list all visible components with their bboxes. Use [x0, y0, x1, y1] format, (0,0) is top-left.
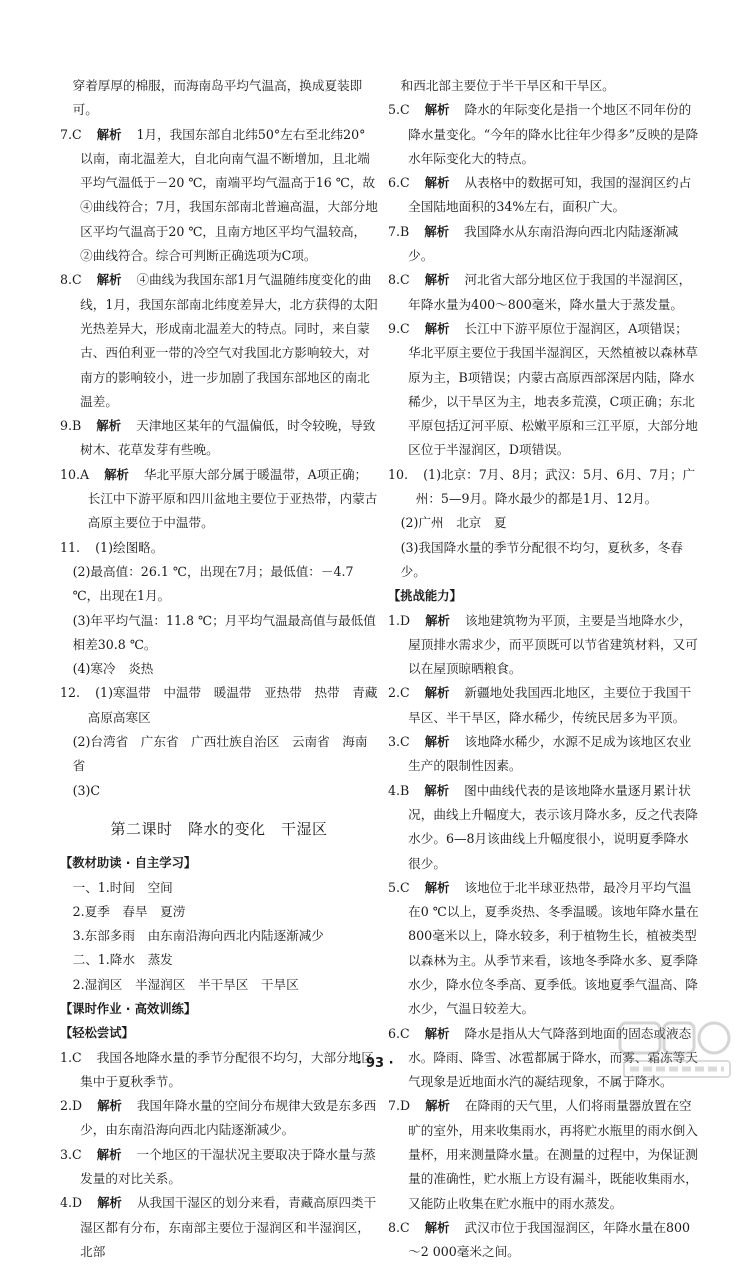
- analysis-label: 解析: [96, 273, 122, 288]
- answer-line: [60, 730, 378, 779]
- answer-text: (3)C: [72, 782, 101, 798]
- answer-text: 从表格中的数据可知，我国的湿润区约占全国陆地面积的34%左右，面积广大。: [408, 175, 692, 215]
- analysis-label: 解析: [424, 735, 450, 750]
- question-number: 8.C: [60, 272, 82, 288]
- answer-text: 该地降水稀少，水源不足成为该地区农业生产的限制性因素。: [408, 734, 692, 774]
- question-number: 9.C: [388, 320, 410, 336]
- question-number: 3.C: [388, 734, 410, 750]
- question-number: 8.C: [388, 272, 410, 288]
- question-number: 11.: [60, 539, 81, 555]
- answer-line: [60, 414, 378, 463]
- answer-text: 该地建筑物为平顶，主要是当地降水少，屋顶排水需求少，而平顶既可以节省建筑材料，又可以在屋顶晾晒粮食。: [408, 612, 698, 677]
- answer-text: 华北平原大部分属于暖温带，A项正确；长江中下游平原和四川盆地主要位于亚热带，内蒙古高原主要位于中温带。: [87, 466, 378, 531]
- answer-line: [388, 511, 700, 535]
- question-number: 4.B: [388, 782, 410, 798]
- answer-line: [388, 463, 700, 512]
- lesson-title: [60, 817, 378, 841]
- analysis-label: 解析: [96, 419, 121, 434]
- answer-line: [60, 74, 378, 123]
- answer-text: 3.东部多雨 由东南沿海向西北内陆逐渐减少: [72, 928, 324, 944]
- answer-line: [60, 973, 378, 997]
- answer-text: 【挑战能力】: [388, 589, 462, 604]
- left-column: [60, 74, 378, 1264]
- answer-line: [60, 560, 378, 609]
- section-heading: [60, 1021, 378, 1045]
- answer-text: 长江中下游平原位于湿润区，A项错误；华北平原主要位于我国半湿润区，天然植被以森林草原为主，B项错误；内蒙古高原西部深居内陆，降水稀少，以干旱区为主，地表多荒漠，C项正确；东北平原包括辽河平原、松嫩平原和三江平原，大部分地区位于半湿润区，D项错误。: [408, 320, 698, 458]
- answer-text: 从我国干湿区的划分来看，青藏高原四类干湿区都有分布，东南部主要位于湿润区和半湿润区，北部: [80, 1195, 377, 1259]
- question-number: 2.C: [388, 685, 410, 701]
- answer-text: 【轻松尝试】: [60, 1026, 134, 1041]
- section-heading: [60, 851, 378, 875]
- answer-text: (1)北京：7月、8月；武汉：5月、6月、7月；广州：5—9月。降水最少的都是1月、12月。: [415, 466, 696, 507]
- section-heading: [60, 997, 378, 1021]
- answer-text: 我国降水从东南沿海向西北内陆逐渐减少。: [408, 223, 679, 264]
- question-number: 12.: [60, 685, 81, 701]
- answer-line: [388, 220, 700, 269]
- analysis-label: 解析: [104, 467, 129, 482]
- answer-line: [388, 268, 700, 317]
- analysis-label: 解析: [424, 880, 450, 895]
- analysis-label: 解析: [424, 783, 449, 798]
- question-number: 2.D: [60, 1098, 83, 1114]
- answer-text: 该地位于北半球亚热带，最冷月平均气温在0 ℃以上，夏季炎热、冬季温暖。该地年降水量在800毫米以上，降水较多，利于植物生长，植被类型以森林为主。从季节来看，该地冬季降水多、夏季降水少，降水位冬季高、夏季低。该地夏季气温高、降水少，气温日较差大。: [408, 879, 699, 1017]
- answer-text: 降水是指从大气降落到地面的固态或液态水。降雨、降雪、冰雹都属于降水，而雾、霜冻等天气现象是近地面水汽的凝结现象，不属于降水。: [408, 1025, 698, 1090]
- question-number: 9.B: [60, 418, 82, 434]
- answer-line: [60, 463, 378, 536]
- answer-line: [388, 730, 700, 779]
- answer-line: [60, 779, 378, 803]
- answer-line: [60, 948, 378, 972]
- analysis-label: 解析: [97, 1196, 122, 1211]
- answer-line: [388, 317, 700, 463]
- answer-text: 武汉市位于我国湿润区，年降水量在800～2 000毫米之间。: [408, 1219, 691, 1260]
- analysis-label: 解析: [424, 1220, 450, 1235]
- right-column: [388, 74, 700, 1265]
- answer-line: [60, 268, 378, 414]
- answer-text: 天津地区某年的气温偏低，时令较晚，导致树木、花草发芽有些晚。: [80, 418, 376, 458]
- page-number: · 93 ·: [356, 1056, 394, 1071]
- analysis-label: 解析: [424, 321, 450, 336]
- answer-text: (3)我国降水量的季节分配很不均匀，夏秋多，冬春少。: [400, 539, 683, 579]
- question-number: 1.C: [60, 1049, 82, 1065]
- answer-line: [388, 609, 700, 682]
- answer-text: (4)寒冷 炎热: [72, 661, 154, 677]
- answer-text: 【课时作业 · 高效训练】: [60, 1001, 197, 1016]
- question-number: 6.C: [388, 175, 410, 191]
- answer-line: [60, 681, 378, 730]
- answer-text: 降水的年际变化是指一个地区不同年份的降水量变化。“今年的降水比往年少得多”反映的是降水年际变化大的特点。: [408, 102, 699, 166]
- analysis-label: 解析: [424, 224, 449, 239]
- analysis-label: 解析: [97, 1099, 122, 1114]
- answer-line: [388, 74, 700, 98]
- answer-line: [388, 1094, 700, 1215]
- analysis-label: 解析: [425, 1099, 450, 1114]
- question-number: 3.C: [60, 1146, 82, 1162]
- answer-text: 1月，我国东部自北纬50°左右至北纬20°以南，南北温差大，自北向南气温不断增加，且北端平均气温低于－20 ℃，南端平均气温高于16 ℃，故④曲线符合；7月，我国东部南北普遍高温，大部分地区平均气温高于20 ℃，且南方地区平均气温较高，②曲线符合。综合可判断正确选项为C项。: [80, 126, 378, 264]
- analysis-label: 解析: [424, 103, 450, 118]
- answer-text: 图中曲线代表的是该地降水量逐月累计状况，曲线上升幅度大，表示该月降水多，反之代表降水少。6—8月该曲线上升幅度很小，说明夏季降水很少。: [408, 782, 698, 871]
- analysis-label: 解析: [424, 176, 450, 191]
- question-number: 1.D: [388, 612, 411, 628]
- answer-line: [60, 900, 378, 924]
- answer-line: [60, 876, 378, 900]
- answer-text: ④曲线为我国东部1月气温随纬度变化的曲线，1月，我国东部南北纬度差异大，北方获得的太阳光热差异大，形成南北温差大的特点。同时，来自蒙古、西伯利亚一带的冷空气对我国北方影响较大，对南方的影响较小，进一步加剧了我国东部地区的南北温差。: [80, 272, 378, 409]
- answer-text: (1)绘图略。: [95, 539, 164, 555]
- answer-text: 我国年降水量的空间分布规律大致是东多西少，由东南沿海向西北内陆逐渐减少。: [80, 1098, 377, 1138]
- analysis-label: 解析: [424, 1026, 450, 1041]
- answer-line: [60, 1191, 378, 1264]
- analysis-label: 解析: [96, 1147, 122, 1162]
- question-number: 5.C: [388, 879, 410, 895]
- answer-text: 我国各地降水量的季节分配很不均匀，大部分地区集中于夏秋季节。: [80, 1049, 374, 1089]
- answer-line: [388, 98, 700, 171]
- question-number: 8.C: [388, 1219, 410, 1235]
- question-number: 10.: [388, 466, 409, 482]
- answer-line: [60, 609, 378, 658]
- answer-text: 二、1.降水 蒸发: [72, 952, 173, 968]
- answer-line: [60, 1094, 378, 1143]
- answer-text: (1)寒温带 中温带 暖温带 亚热带 热带 青藏高原高寒区: [87, 685, 378, 725]
- answer-line: [388, 779, 700, 876]
- answer-line: [388, 876, 700, 1022]
- answer-line: [60, 657, 378, 681]
- answer-text: 2.夏季 春旱 夏涝: [72, 903, 186, 919]
- answer-text: (3)年平均气温：11.8 ℃；月平均气温最高值与最低值相差30.8 ℃。: [72, 612, 376, 652]
- answer-line: [388, 536, 700, 585]
- answer-text: 一、1.时间 空间: [72, 879, 173, 895]
- question-number: 7.C: [60, 126, 82, 142]
- answer-text: 一个地区的干湿状况主要取决于降水量与蒸发量的对比关系。: [80, 1146, 376, 1187]
- answer-text: 2.湿润区 半湿润区 半干旱区 干旱区: [72, 976, 299, 992]
- question-number: 10.A: [60, 466, 90, 482]
- answer-line: [60, 1143, 378, 1192]
- answer-text: 新疆地处我国西北地区，主要位于我国干旱区、半干旱区，降水稀少，传统民居多为平顶。: [408, 685, 692, 725]
- answer-text: 穿着厚厚的棉服，而海南岛平均气温高，换成夏装即可。: [72, 78, 363, 118]
- question-number: 7.D: [388, 1098, 411, 1114]
- question-number: 7.B: [388, 223, 410, 239]
- answer-text: (2)最高值：26.1 ℃，出现在7月；最低值：－4.7 ℃，出现在1月。: [72, 563, 354, 604]
- answer-text: 河北省大部分地区位于我国的半湿润区，年降水量为400～800毫米，降水量大于蒸发量。: [408, 272, 692, 312]
- section-heading: [388, 584, 700, 608]
- answer-line: [60, 536, 378, 560]
- question-number: 4.D: [60, 1195, 83, 1211]
- analysis-label: 解析: [425, 613, 450, 628]
- analysis-label: 解析: [96, 127, 122, 142]
- answer-text: 【教材助读 · 自主学习】: [60, 856, 197, 871]
- answer-line: [60, 924, 378, 948]
- answer-line: [388, 681, 700, 730]
- answer-line: [388, 171, 700, 220]
- question-number: 5.C: [388, 102, 410, 118]
- answer-text: (2)广州 北京 夏: [400, 515, 507, 531]
- analysis-label: 解析: [424, 686, 450, 701]
- answer-text: (2)台湾省 广东省 广西壮族自治区 云南省 海南省: [72, 734, 368, 774]
- question-number: 6.C: [388, 1025, 410, 1041]
- answer-text: 在降雨的天气里，人们将雨量器放置在空旷的室外，用来收集雨水，再将贮水瓶里的雨水倒入量杯，用来测量降水量。在测量的过程中，为保证测量的准确性，贮水瓶上方设有漏斗，既能收集雨水，又能防止收集在贮水瓶中的雨水蒸发。: [408, 1098, 698, 1211]
- answer-text: 第二课时 降水的变化 干湿区: [110, 819, 328, 838]
- answer-line: [60, 123, 378, 269]
- analysis-label: 解析: [424, 273, 450, 288]
- answer-text: 和西北部主要位于半干旱区和干旱区。: [400, 78, 615, 93]
- answer-line: [388, 1216, 700, 1265]
- watermark-logo: [618, 1019, 736, 1083]
